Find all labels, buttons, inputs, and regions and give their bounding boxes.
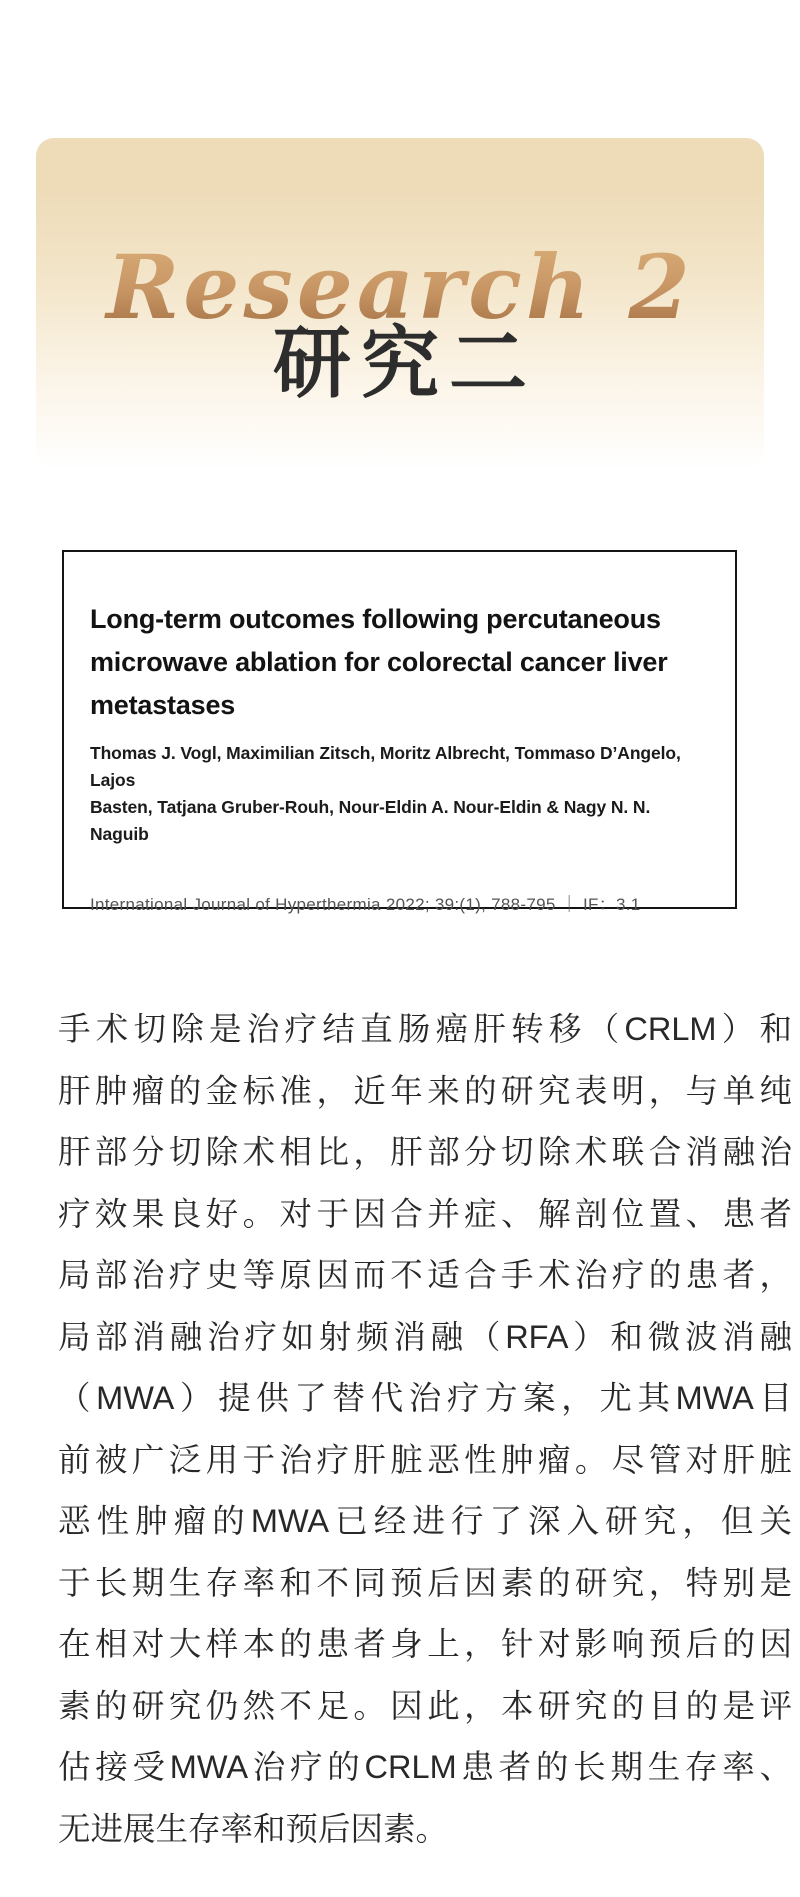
text-line: 局部消融治疗如射频消融（RFA）和微波消融 [58, 1318, 792, 1355]
text-line: microwave ablation for colorectal cancer liver [90, 647, 668, 677]
text-line: 肝部分切除术相比，肝部分切除术联合消融治 [58, 1134, 792, 1170]
section-cn-title: 研究二 [272, 318, 537, 409]
paper-reference-card [62, 550, 737, 914]
text-line: 疗效果良好。对于因合并症、解剖位置、患者 [58, 1195, 792, 1232]
text-line: 于长期生存率和不同预后因素的研究，特别是 [58, 1564, 792, 1601]
text-line: metastases [90, 690, 236, 720]
text-line: 无进展生存率和预后因素。 [58, 1810, 449, 1847]
text-line: （MWA）提供了替代治疗方案，尤其MWA目 [58, 1380, 792, 1416]
text-line: 局部治疗史等原因而不适合手术治疗的患者， [58, 1257, 792, 1293]
text-line: 肝肿瘤的金标准，近年来的研究表明，与单纯 [58, 1072, 792, 1109]
text-line: 恶性肿瘤的MWA已经进行了深入研究，但关 [58, 1503, 792, 1539]
paper-authors [90, 740, 709, 848]
paper-citation: International Journal of Hyperthermia 2022; 39:(1), 788-795 ｜ IF：3.1 [90, 895, 641, 914]
text-line: 素的研究仍然不足。因此，本研究的目的是评 [58, 1687, 792, 1724]
abstract-paragraph [58, 999, 792, 1860]
text-line: 在相对大样本的患者身上，针对影响预后的因 [58, 1626, 792, 1662]
text-line: Long-term outcomes following percutaneous [90, 604, 661, 634]
paper-title [90, 598, 709, 727]
text-line: 手术切除是治疗结直肠癌肝转移（CRLM）和 [58, 1011, 792, 1047]
text-line: 前被广泛用于治疗肝脏恶性肿瘤。尽管对肝脏 [58, 1441, 792, 1478]
section-script-title: Research 2 [0, 232, 800, 342]
text-line: Thomas J. Vogl, Maximilian Zitsch, Moritz Albrecht, Tommaso D’Angelo, Lajos [90, 743, 681, 790]
text-line: 估接受MWA治疗的CRLM患者的长期生存率、 [58, 1749, 792, 1785]
text-line: Basten, Tatjana Gruber-Rouh, Nour-Eldin A. Nour-Eldin & Nagy N. N. Naguib [90, 797, 651, 844]
